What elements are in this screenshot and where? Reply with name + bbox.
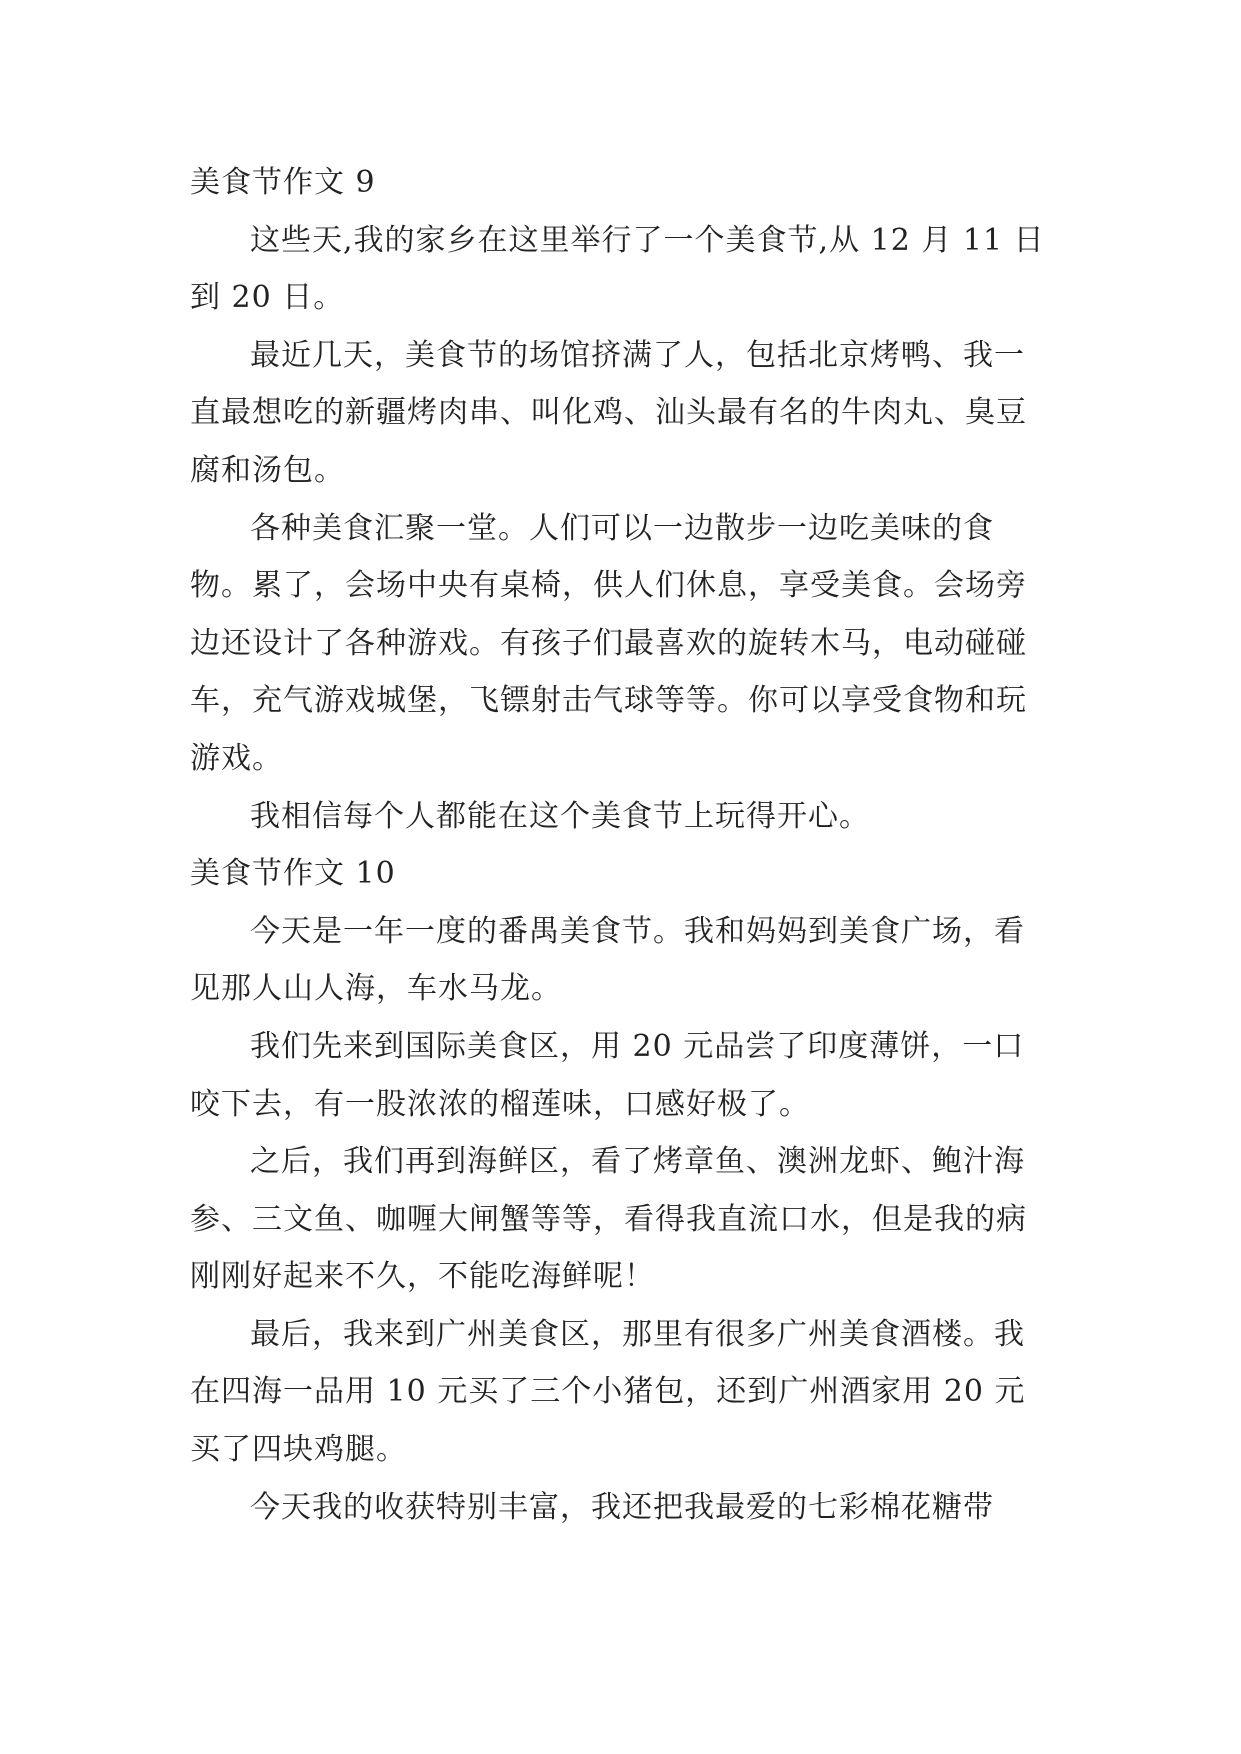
- section-title: 美食节作文 9: [190, 165, 376, 200]
- paragraph: 之后，我们再到海鲜区，看了烤章鱼、澳洲龙虾、鲍汁海参、三文鱼、咖喱大闸蟹等等，看得我直流口水，但是我的病刚刚好起来不久，不能吃海鲜呢！: [190, 1144, 1027, 1295]
- paragraph: 今天是一年一度的番禺美食节。我和妈妈到美食广场，看见那人山人海，车水马龙。: [190, 913, 1025, 1007]
- essay-section-9: [190, 154, 1052, 845]
- section-title: 美食节作文 10: [190, 856, 396, 892]
- paragraph: 我相信每个人都能在这个美食节上玩得开心。: [250, 798, 870, 834]
- paragraph: 各种美食汇聚一堂。人们可以一边散步一边吃美味的食物。累了，会场中央有桌椅，供人们休息，享受美食。会场旁边还设计了各种游戏。有孩子们最喜欢的旋转木马，电动碰碰车，充气游戏城堡，飞镖射击气球等等。你可以享受食物和玩游戏。: [190, 510, 1027, 776]
- paragraph: 这些天,我的家乡在这里举行了一个美食节,从 12 月 11 日到 20 日。: [190, 222, 1045, 316]
- essay-section-10: [190, 845, 1052, 1536]
- paragraph: 最近几天，美食节的场馆挤满了人，包括北京烤鸭、我一直最想吃的新疆烤肉串、叫化鸡、汕头最有名的牛肉丸、臭豆腐和汤包。: [190, 337, 1027, 488]
- paragraph: 最后，我来到广州美食区，那里有很多广州美食酒楼。我在四海一品用 10 元买了三个小猪包，还到广州酒家用 20 元买了四块鸡腿。: [190, 1316, 1026, 1468]
- paragraph: 今天我的收获特别丰富，我还把我最爱的七彩棉花糖带: [250, 1489, 994, 1525]
- paragraph: 我们先来到国际美食区，用 20 元品尝了印度薄饼，一口咬下去，有一股浓浓的榴莲味，口感好极了。: [190, 1028, 1025, 1122]
- document-page: [190, 154, 1052, 1536]
